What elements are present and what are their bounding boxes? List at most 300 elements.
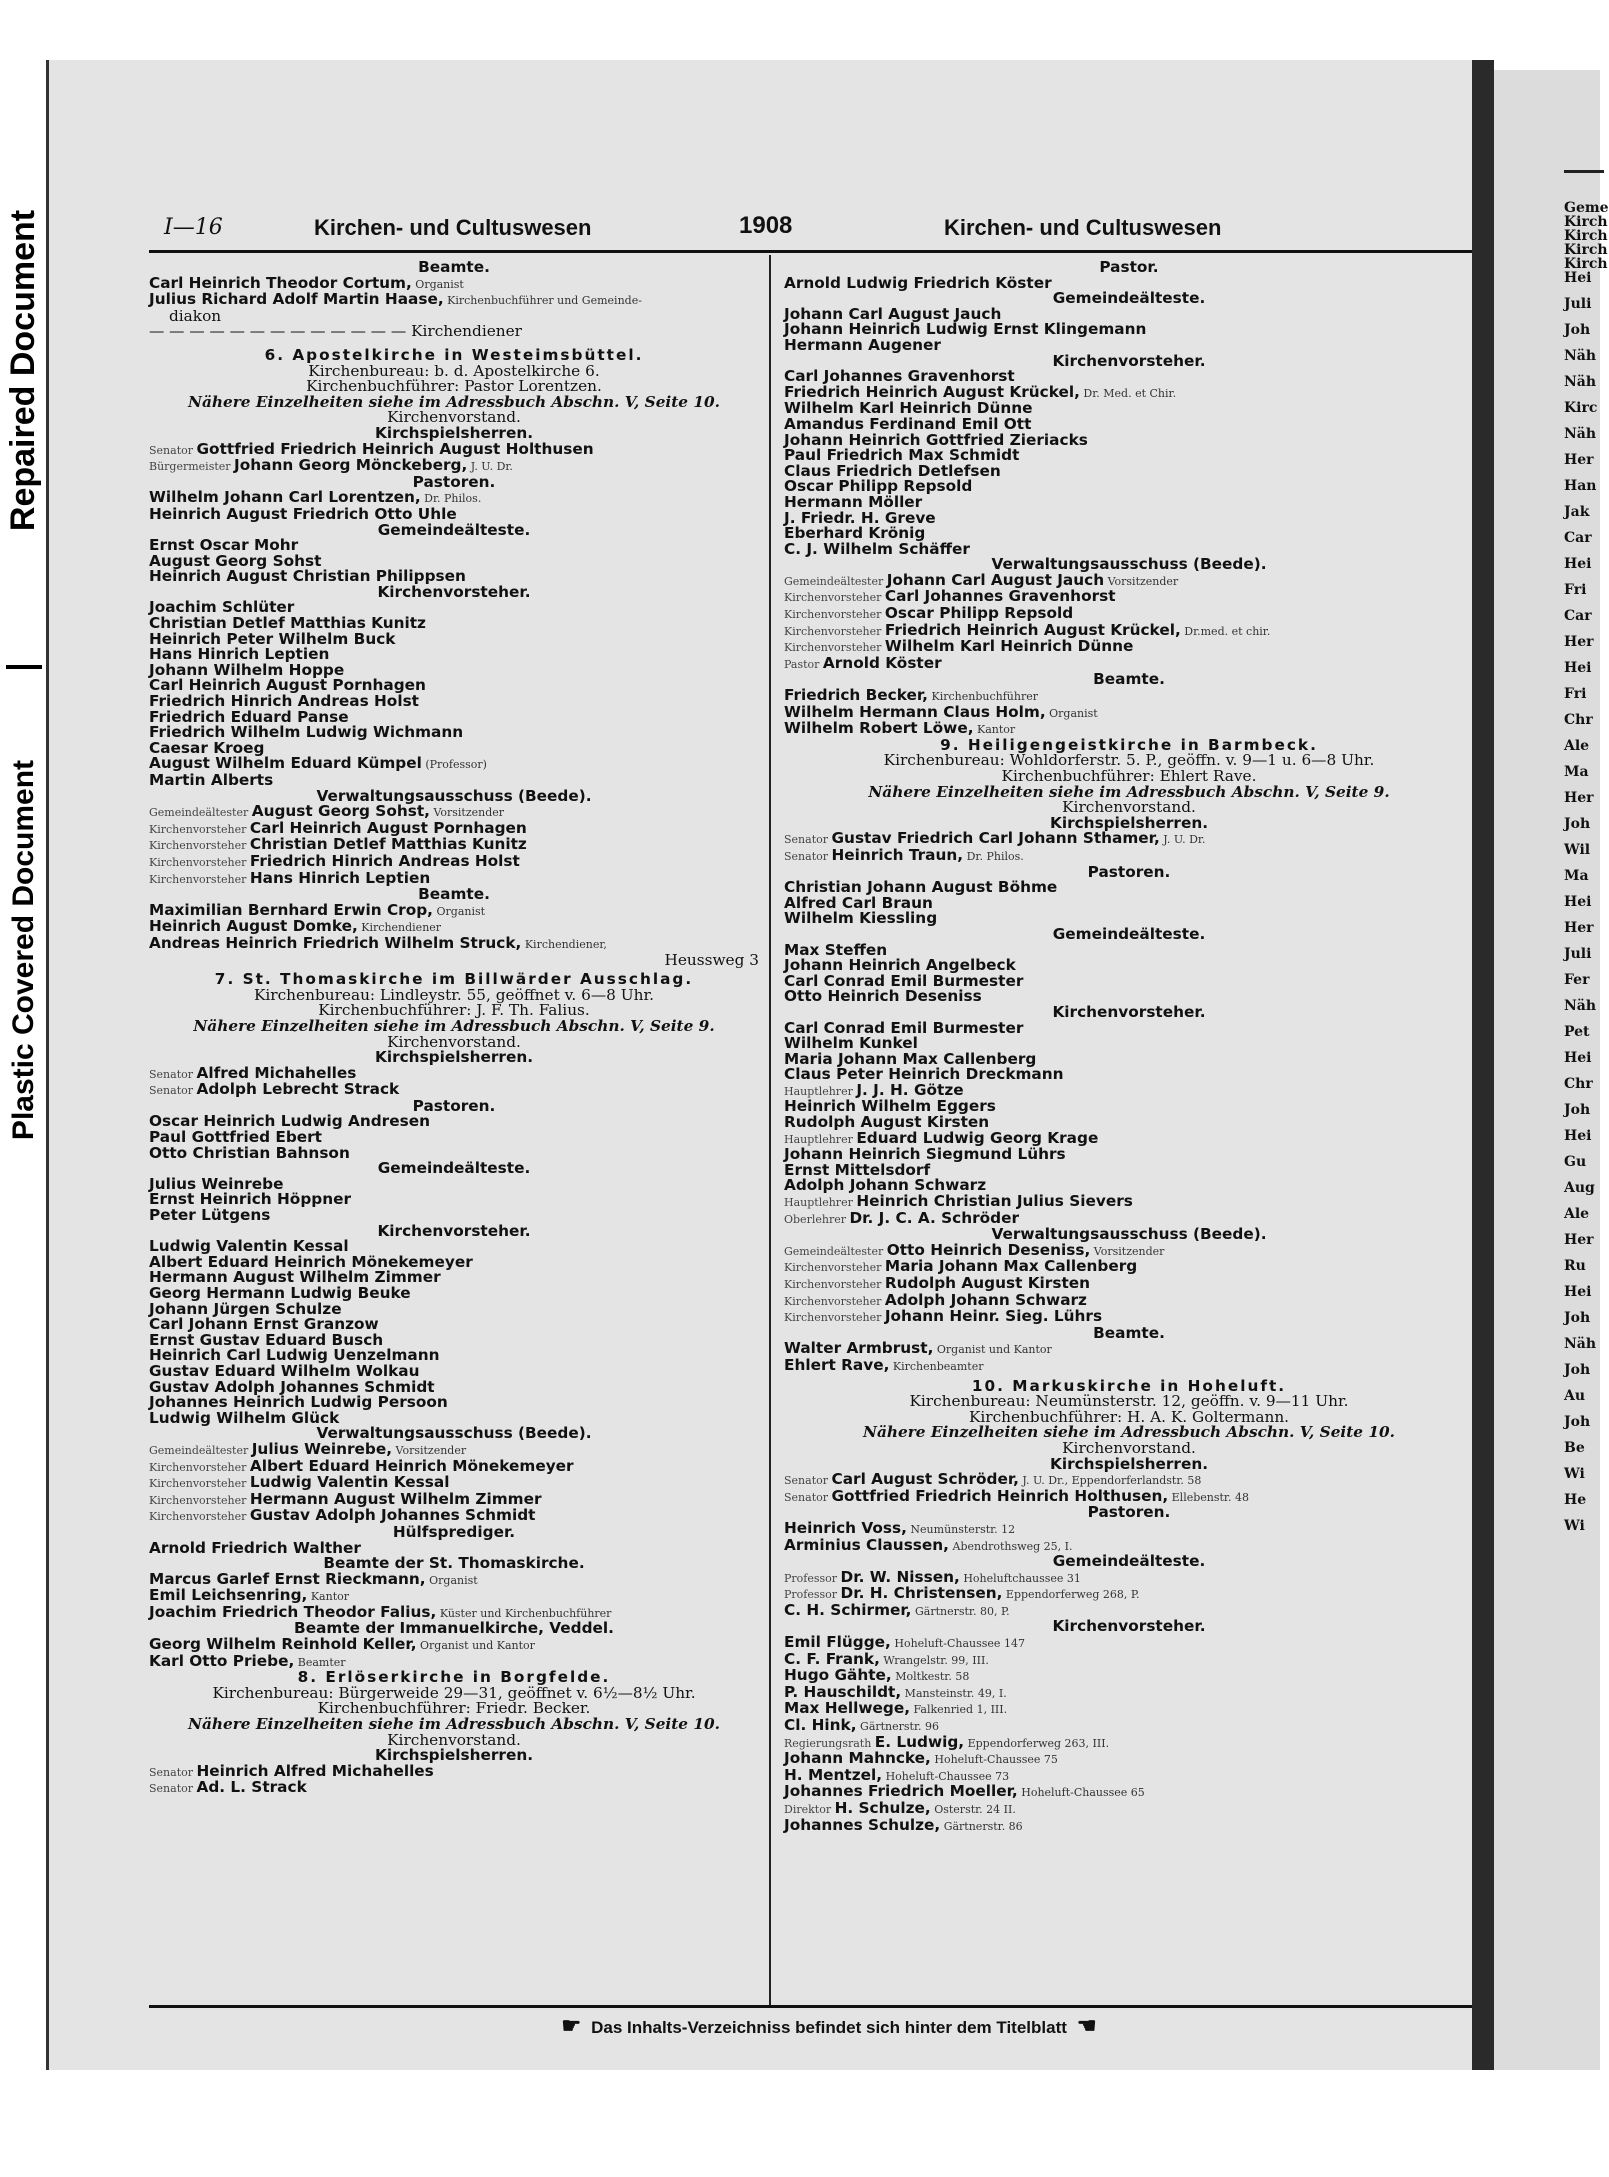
entry-detail: Vorsitzender [429,806,505,820]
entry [149,292,759,309]
section-heading: Gemeindeälteste. [1052,924,1206,943]
next-page-fragment: Ma [1564,764,1589,780]
entry [784,1635,1474,1652]
entry-title: Kirchenvorsteher [784,1311,885,1325]
next-page-fragment: Joh [1564,1102,1591,1118]
next-page-fragment: Her [1564,1232,1594,1248]
entry-name: Carl Heinrich August Pornhagen [149,676,426,695]
centered-line: Kirchenbureau: Neumünsterstr. 12, geöffn. v. 9—11 Uhr. [909,1392,1349,1411]
entry-title: Senator [784,849,832,863]
entry-title: Hauptlehrer [784,1132,857,1146]
entry-title: Kirchenvorsteher [149,1510,250,1524]
entry-name: J. Friedr. H. Greve [784,508,936,527]
entry-detail: Kirchendiener [357,921,442,935]
next-page-fragment: Be [1564,1440,1585,1456]
next-page-edge [1494,70,1609,2070]
entry-detail: J. U. Dr., Eppendorferlandstr. 58 [1018,1474,1202,1488]
reference-note: Nähere Einzelheiten siehe im Adressbuch Abschn. V, Seite 10. [188,392,720,411]
section-heading: Verwaltungsausschuss (Beede). [316,786,592,805]
centered-line: Kirchenbuchführer: Friedr. Becker. [317,1699,591,1718]
pointing-hand-icon: ☛ [561,2013,582,2038]
church-heading: 7. St. Thomaskirche im Billwärder Ausschlag. [214,970,694,989]
entry-detail: Organist [425,1573,478,1587]
next-page-fragment: Joh [1564,816,1591,832]
entry-name: Johann Carl August Jauch [886,570,1105,589]
next-page-fragment: Näh [1564,426,1597,442]
entry-title: Senator [784,833,832,847]
entry-name: Paul Gottfried Ebert [149,1128,322,1147]
section-heading: Kirchspielsherren. [374,423,534,442]
entry-name: Christian Johann August Böhme [784,878,1058,897]
entry-title: Gemeindeältester [149,806,252,820]
entry [784,1751,1474,1768]
section-heading: Beamte. [1093,1323,1165,1342]
centered-line: Kirchenbuchführer: Ehlert Rave. [1001,767,1257,785]
entry-name: Heinrich Alfred Michahelles [196,1761,434,1780]
next-page-fragment: Näh [1564,1336,1597,1352]
label-separator [6,665,42,669]
entry-name: Ludwig Valentin Kessal [149,1237,349,1256]
entry-title: Professor [784,1588,841,1602]
entry-detail: Kantor [973,723,1016,737]
next-page-fragment: Joh [1564,322,1591,338]
entry-detail: Hoheluft-Chaussee 75 [930,1753,1058,1767]
entry-name: H. Mentzel, [784,1765,883,1784]
entry-name: Johann Heinrich Ludwig Ernst Klingemann [784,320,1147,339]
next-page-fragment: Pet [1564,1024,1590,1040]
entry-title: Senator [149,1782,197,1796]
section-heading: Hülfsprediger. [392,1522,516,1541]
section-heading: Pastor. [1099,258,1159,276]
next-page-fragment: Kirch [1564,214,1608,230]
next-page-fragment: Kirc [1564,400,1598,416]
entry-detail: Dr. Philos. [420,492,482,506]
entry-name: Maria Johann Max Callenberg [784,1049,1037,1068]
entry-name: Gottfried Friedrich Heinrich August Holthusen [196,439,594,458]
entry-name: Hermann Augener [784,335,941,354]
entry-title: Senator [784,1474,832,1488]
entry-title: Kirchenvorsteher [784,1294,885,1308]
entry-name: Arminius Claussen, [784,1535,949,1554]
entry-name: Johannes Heinrich Ludwig Persoon [149,1393,448,1412]
next-page-fragment: Ale [1564,738,1590,754]
address-line: Heussweg 3 [664,950,759,969]
entry-name: Otto Heinrich Deseniss [784,987,982,1006]
entry-name: Hans Hinrich Leptien [149,645,330,664]
entry-name: Johann Heinr. Sieg. Lührs [884,1307,1103,1326]
next-page-fragment: Fri [1564,686,1587,702]
entry-name: Gustav Adolph Johannes Schmidt [149,1377,435,1396]
entry-name: Hermann Möller [784,492,923,511]
next-page-fragment: Fri [1564,582,1587,598]
entry-name: P. Hauschildt, [784,1682,902,1701]
entry-detail: Organist [1045,706,1098,720]
next-page-fragment: Näh [1564,998,1597,1014]
section-heading: Kirchspielsherren. [1049,813,1209,832]
entry-name: Johann Heinrich Siegmund Lührs [784,1145,1066,1164]
entry-detail: Vorsitzender [1090,1244,1165,1258]
entry-name: Joachim Friedrich Theodor Falius, [149,1602,437,1621]
entry-name: Carl Johannes Gravenhorst [784,367,1015,386]
entry-name: Rudolph August Kirsten [784,1113,990,1132]
centered-line: Kirchenbureau: b. d. Apostelkirche 6. [308,361,600,380]
section-heading: Beamte. [1093,670,1165,689]
entry-name: C. F. Frank, [784,1649,880,1668]
header-rule [149,250,1479,253]
entry-title: Senator [149,443,197,457]
section-heading: Beamte der Immanuelkirche, Veddel. [294,1619,614,1638]
entry-name: Wilhelm Johann Carl Lorentzen, [149,488,421,507]
entry-detail: Organist und Kantor [416,1639,535,1653]
entry-name: Johann Jürgen Schulze [149,1299,342,1318]
entry-name: Arnold Friedrich Walther [149,1538,361,1557]
next-page-fragment: Hei [1564,1128,1592,1144]
entry-name: Carl Johannes Gravenhorst [884,587,1116,606]
section-heading: Pastoren. [1087,862,1171,881]
entry-detail: Gärtnerstr. 96 [856,1720,940,1734]
footer-text: Das Inhalts-Verzeichniss befindet sich hinter dem Titelblatt [591,2018,1067,2037]
entry-name: Albert Eduard Heinrich Mönekemeyer [149,1252,473,1271]
section-heading: Gemeindeälteste. [377,520,531,539]
entry-name: Ernst Oscar Mohr [149,536,299,555]
next-page-fragment: Joh [1564,1310,1591,1326]
entry-detail: Kirchenbuchführer [928,690,1038,704]
section-heading: Gemeindeälteste. [1052,289,1206,308]
entry-detail: J. U. Dr. [467,460,513,474]
entry-name: Julius Weinrebe [149,1174,284,1193]
entry-name: Carl Heinrich August Pornhagen [249,818,527,837]
entry [149,1780,759,1797]
next-page-fragment: Her [1564,452,1594,468]
entry-name: E. Ludwig, [874,1732,965,1751]
next-page-fragment: Ma [1564,868,1589,884]
church-heading: 6. Apostelkirche in Westeimsbüttel. [264,345,644,364]
entry-name: Heinrich Traun, [831,845,964,864]
entry-detail: Hoheluft-Chaussee 65 [1017,1786,1145,1800]
entry-title: Regierungsrath [784,1736,875,1750]
entry-name: Friedrich Heinrich August Krückel, [884,620,1181,639]
entry-name: Adolph Johann Schwarz [884,1290,1087,1309]
entry [784,1815,1474,1835]
next-page-fragment: Jak [1564,504,1590,520]
entry-detail: Moltkestr. 58 [891,1670,970,1684]
entry-name: August Georg Sohst, [251,802,430,821]
pointing-hand-icon: ☚ [1076,2013,1097,2038]
entry-detail: Osterstr. 24 II. [930,1803,1016,1816]
entry-name: Johann Heinrich Gottfried Zieriacks [784,430,1088,449]
page-number: I—16 [164,215,223,240]
next-page-fragment: Hei [1564,660,1592,676]
entry-name: Heinrich Wilhelm Eggers [784,1097,996,1116]
next-page-fragment: Juli [1564,946,1592,962]
next-page-fragment: Han [1564,478,1597,494]
centered-line: Kirchenvorstand. [387,408,521,427]
entry-name: Heinrich Peter Wilhelm Buck [149,629,396,648]
entry-title: Oberlehrer [784,1212,850,1226]
church-heading: 8. Erlöserkirche in Borgfelde. [297,1668,611,1687]
entry-title: Gemeindeältester [149,1443,252,1457]
entry-title: Hauptlehrer [784,1084,857,1098]
section-heading: Gemeindeälteste. [377,1159,531,1178]
entry-title: Gemeindeältester [784,574,887,588]
next-page-fragment: Car [1564,608,1592,624]
entry-name: Heinrich August Domke, [149,917,358,936]
section-heading: Verwaltungsausschuss (Beede). [991,555,1267,574]
entry-detail: Beamter [294,1655,346,1669]
entry-title: Direktor [784,1803,835,1816]
entry-name: Claus Friedrich Detlefsen [784,461,1001,480]
entry-title: Kirchenvorsteher [149,1460,250,1474]
section-heading: Kirchenvorsteher. [377,582,531,601]
entry-name: Oscar Heinrich Ludwig Andresen [149,1112,430,1131]
entry-name: Walter Armbrust, [784,1339,934,1358]
centered-line: Kirchenbureau: Bürgerweide 29—31, geöffnet v. 6½—8½ Uhr. [212,1683,696,1702]
entry-name: Hugo Gähte, [784,1666,892,1685]
entry-name: Dr. H. Christensen, [840,1584,1003,1603]
entry-name: Heinrich Voss, [784,1518,907,1537]
next-page-fragment: Hei [1564,556,1592,572]
entry-name: Cl. Hink, [784,1716,857,1735]
entry-name: Ernst Heinrich Höppner [149,1190,352,1209]
entry-detail: Organist und Kantor [933,1343,1052,1357]
next-page-fragment: Fer [1564,972,1590,988]
entry-name: Albert Eduard Heinrich Mönekemeyer [249,1456,574,1475]
entry-detail: Organist [433,904,486,918]
entry-name: Ernst Gustav Eduard Busch [149,1330,384,1349]
entry-title: Senator [149,1765,197,1779]
section-heading: Kirchenvorsteher. [1052,351,1206,370]
entry-name: Georg Hermann Ludwig Beuke [149,1284,411,1302]
next-page-fragment: Her [1564,920,1594,936]
entry-name: Heinrich Carl Ludwig Uenzelmann [149,1346,440,1365]
entry-name: Paul Friedrich Max Schmidt [784,446,1020,465]
entry-name: Johann Georg Mönckeberg, [234,456,468,475]
entry-name: Alfred Michahelles [196,1063,357,1082]
centered-line: Kirchenvorstand. [387,1032,521,1051]
entry-name: Adolph Johann Schwarz [784,1176,987,1195]
entry-title: Kirchenvorsteher [149,839,250,853]
entry-name: Marcus Garlef Ernst Rieckmann, [149,1569,426,1588]
next-page-fragment: Her [1564,634,1594,650]
entry-name: Dr. J. C. A. Schröder [849,1208,1020,1227]
entry-name: Friedrich Hinrich Andreas Holst [249,851,520,870]
entry-name: Christian Detlef Matthias Kunitz [249,835,527,854]
reference-note: Nähere Einzelheiten siehe im Adressbuch Abschn. V, Seite 9. [868,782,1390,801]
next-page-fragment: Wi [1564,1466,1585,1482]
entry-title: Kirchenvorsteher [784,1278,885,1291]
entry-name: Johann Mahncke, [784,1749,931,1768]
entry-name: Carl Conrad Emil Burmester [784,971,1024,990]
next-page-fragment: Hei [1564,270,1592,286]
page-header [49,210,1475,250]
book-gutter [1472,60,1494,2070]
right-column [784,260,1474,1834]
entry-title: Kirchenvorsteher [784,624,885,638]
entry-detail: Dr. Med. et Chir. [1079,386,1177,400]
entry-name: Max Steffen [784,940,888,959]
centered-line: Kirchenvorstand. [1062,1438,1196,1457]
entry-name: Friedrich Heinrich August Krückel, [784,382,1080,401]
entry-name: Gustav Eduard Wilhelm Wolkau [149,1361,420,1380]
entry-name: Claus Peter Heinrich Dreckmann [784,1065,1064,1084]
next-page-rule [1564,170,1604,173]
entry-name: Peter Lütgens [149,1206,271,1225]
entry-detail: Kirchenbuchführer und Gemeinde- [443,294,642,308]
entry-name: Dr. W. Nissen, [840,1567,960,1586]
section-heading: Gemeindeälteste. [1052,1552,1206,1571]
next-page-fragment: Joh [1564,1414,1591,1430]
section-heading: Verwaltungsausschuss (Beede). [991,1225,1267,1244]
entry-name: Christian Detlef Matthias Kunitz [149,614,426,633]
reference-note: Nähere Einzelheiten siehe im Adressbuch Abschn. V, Seite 10. [863,1423,1395,1442]
entry-name: Hans Hinrich Leptien [249,868,431,887]
entry-detail: (Professor) [421,758,487,772]
entry-name: Heinrich August Friedrich Otto Uhle [149,504,457,523]
entry-name: Maximilian Bernhard Erwin Crop, [149,900,433,919]
entry-name: Carl Heinrich Theodor Cortum, [149,273,412,292]
entry-detail: Mansteinstr. 49, I. [901,1686,1007,1700]
entry-detail: Hoheluft-Chaussee 73 [882,1769,1010,1783]
entry-name: Johannes Friedrich Moeller, [784,1782,1018,1801]
entry-name: Georg Wilhelm Reinhold Keller, [149,1635,417,1654]
centered-line: Kirchenbuchführer: H. A. K. Goltermann. [968,1407,1290,1426]
section-heading: Verwaltungsausschuss (Beede). [316,1424,592,1443]
entry-name: Ludwig Wilhelm Glück [149,1408,340,1427]
next-page-fragment: Ru [1564,1258,1586,1274]
entry-detail: Ellebenstr. 48 [1168,1490,1249,1504]
entry-name: Wilhelm Robert Löwe, [784,719,974,738]
centered-line: Kirchenbuchführer: Pastor Lorentzen. [306,377,602,396]
entry-name: Emil Flügge, [784,1633,891,1652]
entry-detail: Neumünsterstr. 12 [906,1522,1016,1536]
entry-detail: Küster und Kirchenbuchführer [436,1606,612,1620]
section-heading: Kirchenvorsteher. [1052,1002,1206,1021]
entry-title: Senator [149,1084,197,1098]
entry-detail: Dr. Philos. [963,849,1024,863]
entry-name: Johann Wilhelm Hoppe [149,660,345,679]
entry-name: Otto Christian Bahnson [149,1143,350,1162]
entry-name: Carl Johann Ernst Granzow [149,1315,379,1334]
centered-line: Kirchenbureau: Wohldorferstr. 5. P., geöffn. v. 9—1 u. 6—8 Uhr. [883,751,1375,770]
entry-title: Professor [784,1571,841,1585]
entry-name: Eduard Ludwig Georg Krage [856,1128,1099,1147]
entry-name: Arnold Ludwig Friedrich Köster [784,273,1052,292]
section-heading: Kirchenvorsteher. [377,1221,531,1240]
entry-name: Gottfried Friedrich Heinrich Holthusen, [831,1486,1169,1505]
entry-detail: Falkenried 1, III. [910,1703,1008,1717]
next-page-fragment: He [1564,1492,1587,1508]
entry-title: Pastor [784,657,823,671]
entry-name: C. J. Wilhelm Schäffer [784,539,970,558]
entry-title: Bürgermeister [149,460,235,474]
next-page-fragment: Wil [1564,842,1591,858]
centered-line: Kirchenvorstand. [1062,798,1196,817]
entry-detail: Kirchendiener, [521,937,607,951]
entry-name: Johann Carl August Jauch [784,304,1002,323]
entry-name: Eberhard Krönig [784,524,926,543]
entry-detail: Eppendorferweg 268, P. [1002,1588,1140,1602]
entry-name: Friedrich Eduard Panse [149,707,349,726]
entry-name: Rudolph August Kirsten [884,1274,1091,1292]
entry-name: Adolph Lebrecht Strack [196,1080,400,1099]
next-page-fragment: Ale [1564,1206,1590,1222]
next-page-fragment: Kirch [1564,256,1608,272]
header-title-right: Kirchen- und Cultuswesen [944,215,1222,240]
next-page-fragment: Gu [1564,1154,1587,1170]
entry-name: Martin Alberts [149,771,274,789]
entry-title: Senator [784,1490,832,1504]
entry-detail: Vorsitzender [392,1443,467,1457]
entry-detail: Dr.med. et chir. [1180,624,1271,638]
entry-name: Johannes Schulze, [784,1815,941,1834]
entry-name: Julius Weinrebe, [251,1439,393,1458]
section-heading: Beamte. [418,258,490,276]
next-page-fragment: Chr [1564,1076,1593,1092]
header-title-left: Kirchen- und Cultuswesen [314,215,592,240]
next-page-fragment: Wi [1564,1518,1585,1534]
entry-title: Kirchenvorsteher [784,1261,885,1275]
entry-name: Andreas Heinrich Friedrich Wilhelm Struck, [149,933,522,952]
centered-line: Kirchenvorstand. [387,1730,521,1749]
entry-name: Ehlert Rave, [784,1355,890,1374]
entry-name: Friedrich Hinrich Andreas Holst [149,692,419,711]
entry-name: Arnold Köster [822,653,942,672]
section-heading: Kirchspielsherren. [374,1746,534,1765]
entry-name: August Georg Sohst [149,551,322,570]
left-column [149,260,759,1797]
entry-line: — — — — — — — — — — — — — Kirchendiener [149,322,522,341]
entry-name: Wilhelm Kunkel [784,1034,918,1053]
entry-title: Kirchenvorsteher [784,641,885,655]
next-page-fragment: Geme [1564,200,1609,216]
section-heading: Beamte. [418,885,490,904]
entry-name: Julius Richard Adolf Martin Haase, [149,290,444,309]
next-page-fragment: Car [1564,530,1592,546]
entry-detail: Gärtnerstr. 80, P. [911,1604,1010,1618]
entry-name: Carl Conrad Emil Burmester [784,1018,1024,1037]
entry-name: Wilhelm Hermann Claus Holm, [784,702,1046,721]
entry [149,1456,759,1476]
next-page-fragment: Juli [1564,296,1592,312]
entry-detail: Hoheluft-Chaussee 147 [890,1637,1025,1651]
section-heading: Kirchspielsherren. [1049,1454,1209,1473]
footer-rule [149,2005,1479,2008]
section-heading: Kirchspielsherren. [374,1048,534,1067]
footer-note [429,2013,1229,2039]
next-page-fragment: Chr [1564,712,1593,728]
entry-detail: Organist [411,277,464,291]
header-year: 1908 [739,212,793,239]
section-heading: Beamte der St. Thomaskirche. [323,1554,585,1573]
reference-note: Nähere Einzelheiten siehe im Adressbuch Abschn. V, Seite 9. [193,1016,715,1035]
next-page-fragment: Joh [1564,1362,1591,1378]
entry [784,1701,1474,1718]
entry-title: Kirchenvorsteher [149,1493,250,1507]
entry-detail: Gärtnerstr. 86 [940,1819,1023,1833]
entry-title: Kirchenvorsteher [149,872,250,886]
centered-line: Kirchenbureau: Lindleystr. 55, geöffnet v. 6—8 Uhr. [253,985,655,1004]
entry-continuation: diakon [169,306,222,325]
entry-name: Amandus Ferdinand Emil Ott [784,414,1032,433]
entry-name: Ernst Mittelsdorf [784,1160,931,1179]
next-page-fragment: Näh [1564,348,1597,364]
centered-line: Kirchenbuchführer: J. F. Th. Falius. [318,1001,590,1020]
next-page-fragment: Her [1564,790,1594,806]
entry-detail: Vorsitzender [1104,574,1179,588]
entry-name: Caesar Kroeg [149,738,265,757]
entry-detail: Kirchenbeamter [889,1359,984,1373]
entry-name: Alfred Carl Braun [784,893,933,912]
